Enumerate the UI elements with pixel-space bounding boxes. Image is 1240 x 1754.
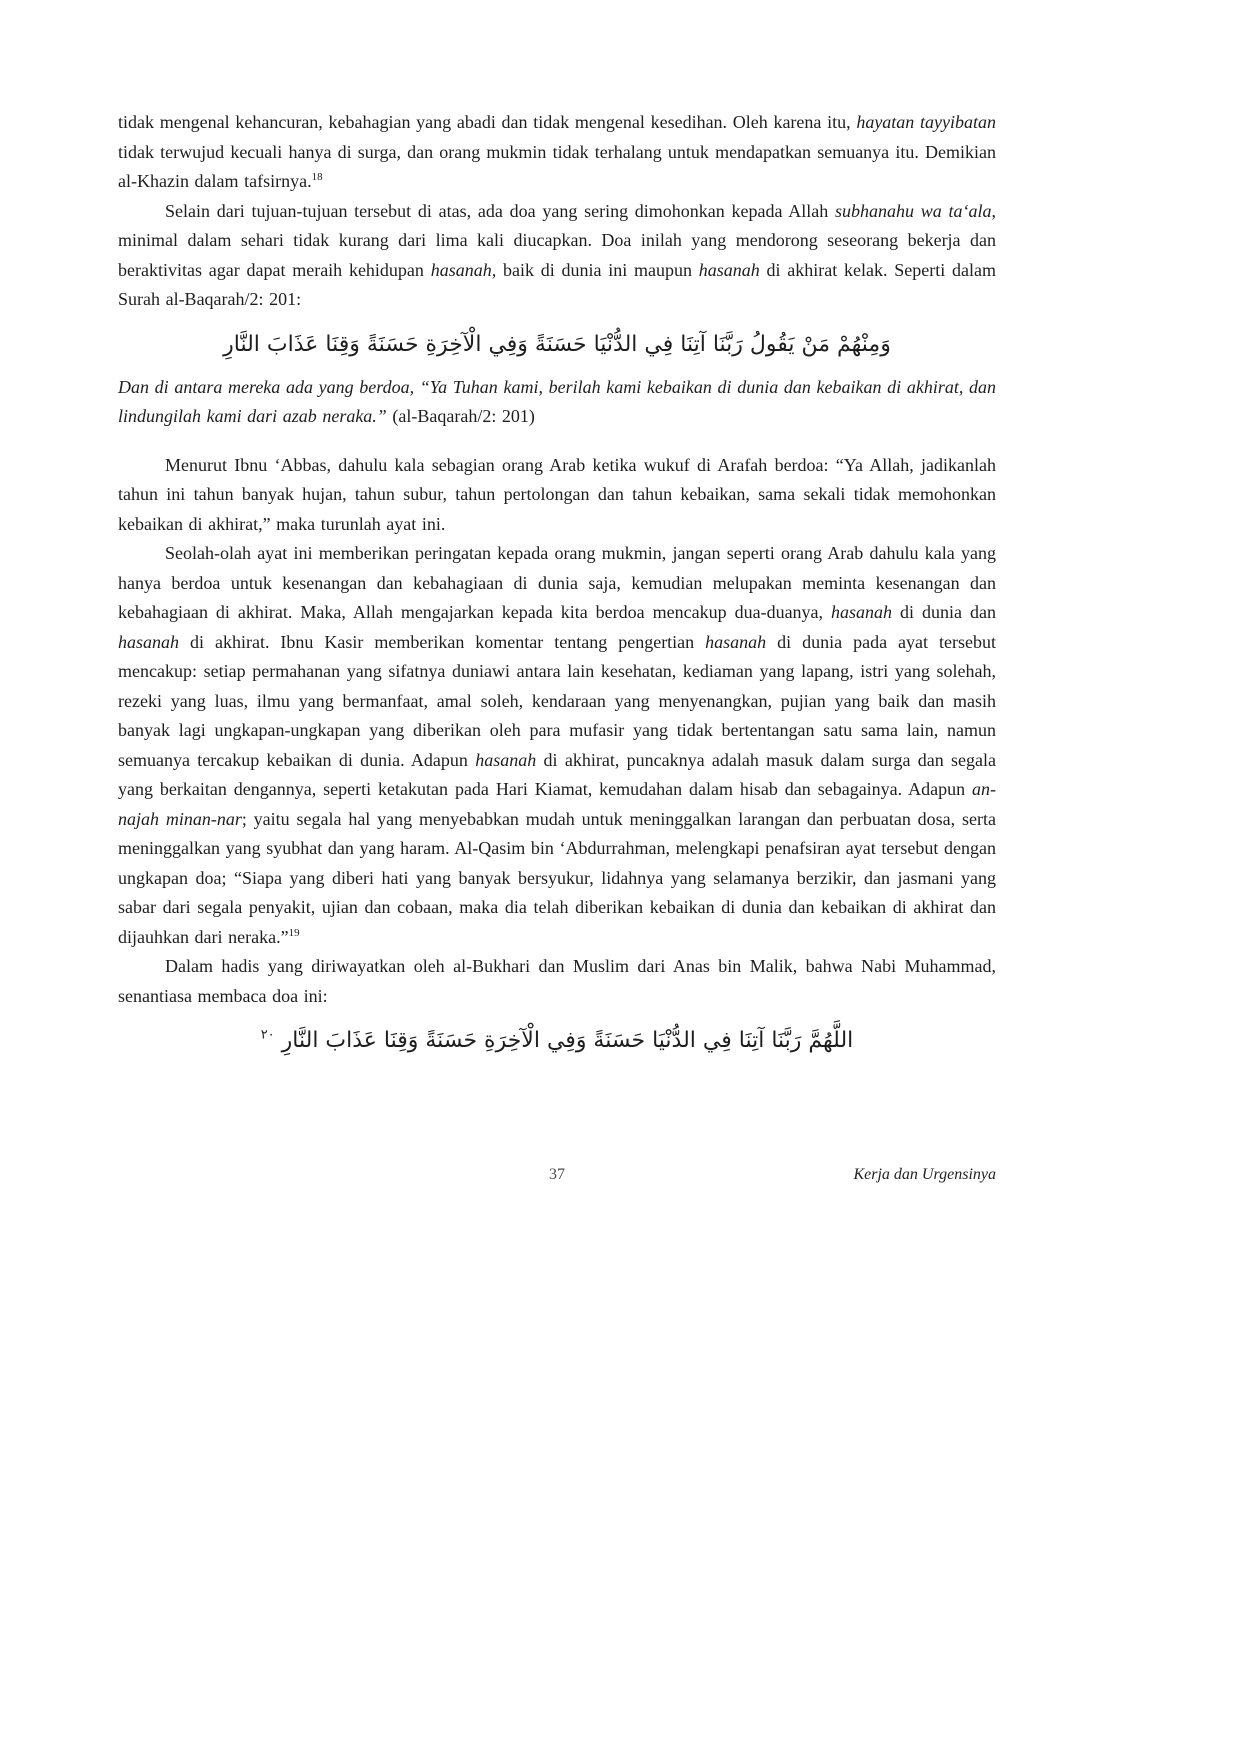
running-title: Kerja dan Urgensinya [853, 1166, 996, 1183]
page-footer [118, 1166, 996, 1190]
paragraph-doa-intro: Selain dari tujuan-tujuan tersebut di atas, ada doa yang sering dimohonkan kepada Allah subhanahu wa ta‘ala, minimal dalam sehari tidak kurang dari lima kali diucapkan. Doa inilah yang mendorong seseorang bekerja dan beraktivitas agar dapat meraih kehidupan hasanah, baik di dunia ini maupun hasanah di akhirat kelak. Seperti dalam Surah al-Baqarah/2: 201: [118, 200, 996, 309]
verse-translation: Dan di antara mereka ada yang berdoa, “Ya Tuhan kami, berilah kami kebaikan di dunia dan kebaikan di akhirat, dan lindungilah kami dari azab neraka.” (al-Baqarah/2: 201) [118, 376, 996, 426]
page-number: 37 [549, 1166, 565, 1183]
paragraph-ibnu-abbas: Menurut Ibnu ‘Abbas, dahulu kala sebagian orang Arab ketika wukuf di Arafah berdoa: “Ya Allah, jadikanlah tahun ini tahun banyak hujan, tahun subur, tahun pertolongan dan tahun kebaikan, sama sekali tidak memohonkan kebaikan di akhirat,” maka turunlah ayat ini. [118, 454, 996, 534]
paragraph-tafsir-hasanah: Seolah-olah ayat ini memberikan peringatan kepada orang mukmin, jangan seperti orang Arab dahulu kala yang hanya berdoa untuk kesenangan dan kebahagiaan di dunia saja, kemudian melupakan meminta kesenangan dan kebahagiaan di akhirat. Maka, Allah mengajarkan kepada kita berdoa mencakup dua-duanya, hasanah di dunia dan hasanah di akhirat. Ibnu Kasir memberikan komentar tentang pengertian hasanah di dunia pada ayat tersebut mencakup: setiap permahanan yang sifatnya duniawi antara lain kesehatan, kediaman yang lapang, istri yang solehah, rezeki yang luas, ilmu yang bermanfaat, amal soleh, kendaraan yang menyenangkan, pujian yang baik dan masih banyak lagi ungkapan-ungkapan yang diberikan oleh para mufasir yang tidak bertentangan satu sama lain, namun semuanya tercakup kebaikan di dunia. Adapun hasanah di akhirat, puncaknya adalah masuk dalam surga dan segala yang berkaitan dengannya, seperti ketakutan pada Hari Kiamat, kemudahan dalam hisab dan sebagainya. Adapun an-najah minan-nar; yaitu segala hal yang menyebabkan mudah untuk meninggalkan larangan dan perbuatan dosa, serta meninggalkan yang syubhat dan yang haram. Al-Qasim bin ‘Abdurrahman, melengkapi penafsiran ayat tersebut dengan ungkapan doa; “Siapa yang diberi hati yang banyak bersyukur, lidahnya yang selamanya berzikir, dan jasmani yang sabar dari segala penyakit, ujian dan cobaan, maka dia telah diberikan kebaikan di dunia dan kebaikan di akhirat dan dijauhkan dari neraka.”$^{19}$ [118, 543, 997, 947]
arabic-verse-al-baqarah: وَمِنْهُمْ مَنْ يَقُولُ رَبَّنَا آتِنَا فِي الدُّنْيَا حَسَنَةً وَفِي الْآخِرَةِ حَسَنَةً وَقِنَا عَذَابَ النَّارِ [223, 331, 891, 357]
page-body [118, 108, 996, 1069]
paragraph-continuation: tidak mengenal kehancuran, kebahagian yang abadi dan tidak mengenal kesedihan. Oleh karena itu, hayatan tayyibatan tidak terwujud kecuali hanya di surga, dan orang mukmin tidak terhalang untuk mendapatkan semuanya itu. Demikian al-Khazin dalam tafsirnya.$^{18}$ [118, 112, 996, 191]
paragraph-hadis-intro: Dalam hadis yang diriwayatkan oleh al-Bukhari dan Muslim dari Anas bin Malik, bahwa Nabi Muhammad, senantiasa membaca doa ini: [118, 956, 996, 1006]
arabic-verse-doa: اللَّهُمَّ رَبَّنَا آتِنَا فِي الدُّنْيَا حَسَنَةً وَفِي الْآخِرَةِ حَسَنَةً وَقِنَا عَذَابَ النَّارِ $^{٢٠}$ [260, 1027, 854, 1053]
